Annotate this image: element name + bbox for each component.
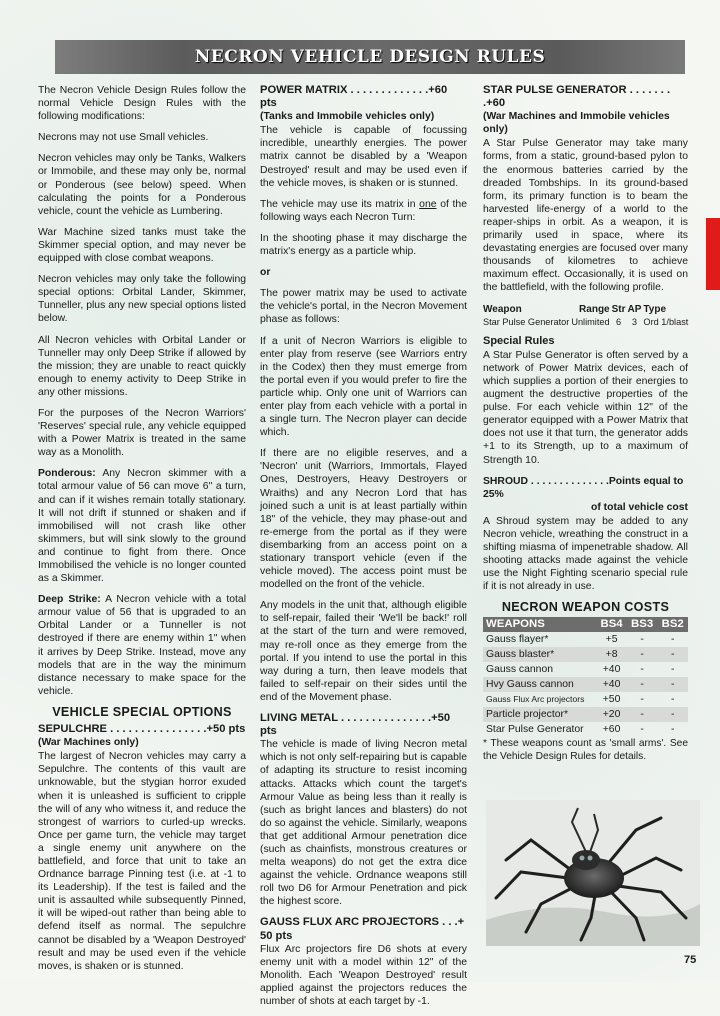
costs-col-weapons: WEAPONS [483, 617, 596, 632]
weapon-costs-title: NECRON WEAPON COSTS [501, 600, 670, 615]
ponderous-text: Any Necron skimmer with a total armour value of 56 can move 6" a turn, and can if it wishes remain totally stationary. It will not drift if stunned or shaken and if immobilised will not crash like other skimmers, but will sink slowly to the ground and continue to fight from there. Once Immobilised the vehicle is no longer counted as a Skimmer. [38, 468, 246, 585]
living-metal-heading: LIVING METAL . . . . . . . . . . . . . . .+50 pts [260, 712, 451, 738]
section-tab-marker [706, 218, 720, 290]
cost-bs2: - [670, 724, 675, 736]
power-matrix-or: or [260, 267, 271, 279]
cost-bs4: +5 [605, 633, 618, 645]
weapon-profile-row [483, 316, 690, 329]
weapon-costs-footnote: * These weapons count as 'small arms'. See the Vehicle Design Rules for details. [483, 738, 688, 763]
necron-spider-illustration [486, 800, 700, 946]
weapon-costs-header [483, 617, 688, 632]
cost-bs3: - [627, 677, 658, 692]
power-matrix-p6: If there are no eligible reserves, and a 'Necron' unit (Warriors, Immortals, Flayed Ones, Destroyers, Heavy Destroyers or Wraiths) and any Necron Lord that has joined such a unit is at least partially within 18" of the vehicle, they may phase-out and re-emerge from the portal as if they were disembarking from an access point on a stationary transport vehicle (even if the vehicle moved). The access point must be modelled on the front of the vehicle. [260, 448, 467, 591]
cost-bs4: +60 [602, 724, 621, 736]
star-pulse-text: A Star Pulse Generator may take many forms, from a static, ground-based pylon to the enormous batteries carried by the dreaded Tombships. In its ground-based form, its primary function is to beam the harvested life-energy of a world to the reaper-ships in orbit. As a weapon, it is primarily used in space, where its devastating energies are focused over many thousands of kilometres to achieve maximum effect. Occasionally, it is used on the battlefield, with the following profile. [483, 138, 688, 294]
profile-col-weapon: Weapon [483, 303, 522, 315]
cost-weapon: Star Pulse Generator [486, 724, 584, 736]
cost-bs2: - [670, 663, 675, 675]
cost-weapon: Gauss flayer* [486, 633, 549, 645]
cost-bs3: - [627, 647, 658, 662]
star-pulse-heading: STAR PULSE GENERATOR . . . . . . . .+60 [483, 84, 671, 110]
deep-strike-text: A Necron vehicle with a total armour value of 56 that is upgraded to an Orbital Lander or a Tunneller is not destroyed if there are enemy within 1" when it arrives by Deep Strike. Instead, move any models that are in the way the minimum distance necessary to make space for the vehicle. [38, 594, 247, 697]
sepulchre-subheading: (War Machines only) [38, 737, 139, 749]
power-matrix-p5: If a unit of Necron Warriors is eligible to enter play from reserve (see Warriors entry in the Codex) then they must emerge from the portal even if you would prefer to fire the particle whip. Only one unit of Warriors can enter play from each vehicle with a portal in a single turn. The Necron player can decide which. [260, 335, 467, 439]
profile-col-str: Str [611, 303, 626, 315]
column-left [38, 84, 246, 981]
shroud-heading: SHROUD . . . . . . . . . . . . . .Points equal to 25% [483, 475, 684, 500]
cost-bs4: +40 [596, 677, 627, 692]
power-matrix-subheading: (Tanks and Immobile vehicles only) [260, 111, 435, 123]
cost-bs2: - [657, 677, 688, 692]
ponderous-label: Ponderous: [38, 468, 96, 480]
section-heading-special-options: VEHICLE SPECIAL OPTIONS [52, 704, 232, 719]
cost-bs4: +40 [602, 663, 621, 675]
shroud-text: A Shroud system may be added to any Necron vehicle, wreathing the construct in a shifting miasma of impenetrable shadow. All shooting attacks made against the vehicle use the Night Fighting scenario special rule if it is not already in use. [483, 515, 688, 593]
profile-ap: 3 [631, 316, 638, 327]
power-matrix-p2a: The vehicle may use its matrix in [260, 198, 420, 210]
cost-weapon: Gauss blaster* [483, 647, 596, 662]
power-matrix-p2-underline: one [419, 198, 437, 210]
living-metal-text: The vehicle is made of living Necron metal which is not only self-repairing but is capable of adapting its structure to resist incoming attacks. Attacks which count the target's Armour Value as being less than it really is (such as bright lances and blasters) do not do so against the vehicle. Similarly, weapons that get additional Armour penetration dice (such as chainfists, monstrous creatures or melta weapons) do not get the extra dice against the vehicle. Ordnance weapons still roll two D6 for Armour Penetration and pick the highest score. [260, 739, 467, 908]
power-matrix-p3: In the shooting phase it may discharge the matrix's energy as a particle whip. [260, 232, 467, 258]
cost-weapon: Particle projector* [483, 707, 596, 722]
cost-bs4: +8 [596, 647, 627, 662]
table-row [483, 677, 688, 692]
cost-weapon: Gauss cannon [486, 663, 554, 675]
rule-deep-strike-limit: All Necron vehicles with Orbital Lander or Tunneller may only Deep Strike if allowed by the mission; they are unable to react quickly enough to enemy activity to Deep Strike in any other missions. [38, 334, 246, 398]
rule-small-vehicles: Necrons may not use Small vehicles. [38, 132, 209, 144]
column-middle [260, 84, 467, 1016]
profile-type: Ord 1/blast [643, 316, 689, 327]
cost-bs2: - [670, 694, 675, 706]
rule-deep-strike [38, 593, 246, 698]
rule-reserves: For the purposes of the Necron Warriors' 'Reserves' special rule, any vehicle equipped with a Power Matrix is treated in the same way as a Monolith. [38, 407, 246, 459]
table-row [483, 692, 688, 707]
cost-bs3: - [627, 707, 658, 722]
cost-bs3: - [640, 663, 644, 675]
gauss-flux-heading: GAUSS FLUX ARC PROJECTORS . . .+ 50 pts [260, 916, 465, 942]
column-right [483, 84, 688, 772]
page-title: NECRON VEHICLE DESIGN RULES [194, 47, 546, 67]
rule-vehicle-types: Necron vehicles may only be Tanks, Walkers or Immobile, and these may only be, normal or Ponderous (see below) speed. When calculating the points for a Ponderous vehicle, count the vehicle as Lumbering. [38, 153, 246, 217]
cost-bs2: - [657, 707, 688, 722]
page-number: 75 [684, 954, 697, 966]
special-rules-text: A Star Pulse Generator is often served by a network of Power Matrix devices, each of which supplies a portion of their energies to augment the destructive properties of the pulse. For each vehicle within 12" of the generator equipped with a Power Matrix that does not use it that turn, the generator adds +1 to its Strength, up to a maximum of Strength 10. [483, 349, 688, 466]
weapon-profile-table [483, 303, 690, 329]
cost-weapon: Hvy Gauss cannon [483, 677, 596, 692]
cost-bs3: - [640, 694, 644, 706]
power-matrix-p7: Any models in the unit that, although eligible to self-repair, failed their 'We'll be back!' roll at the start of the turn and were removed, may re-roll once as they emerge from the portal. If you intend to use the portal in this way during a turn, then leave models that failed to self-repair on their sides until the end of the Movement phase. [260, 600, 467, 703]
gauss-flux-text: Flux Arc projectors fire D6 shots at every enemy unit with a model within 12" of the Monolith. Each 'Weapon Destroyed' result applied against the projectors reduces the number of shots at each target by -1. [260, 943, 467, 1007]
title-banner [55, 40, 685, 74]
deep-strike-label: Deep Strike: [38, 594, 101, 606]
power-matrix-p1: The vehicle is capable of focussing incredible, unearthly energies. The power matrix cannot be disabled by a 'Weapon Destroyed' result and may be used even if the vehicle moves, is shaken or is stunned. [260, 125, 467, 189]
sepulchre-heading: SEPULCHRE . . . . . . . . . . . . . . . .+50 pts [38, 723, 246, 736]
table-row [483, 707, 688, 722]
costs-col-bs4: BS4 [596, 617, 627, 632]
cost-bs4: +20 [596, 707, 627, 722]
profile-range: Unlimited [571, 316, 610, 327]
cost-bs2: - [657, 647, 688, 662]
weapon-costs-table [483, 617, 688, 738]
power-matrix-p2b: of the following ways each Necron Turn: [260, 198, 467, 223]
power-matrix-p4: The power matrix may be used to activate the vehicle's portal, in the Necron Movement phase as follows: [260, 288, 467, 326]
cost-bs3: - [640, 724, 644, 736]
profile-col-type: Type [643, 303, 667, 315]
cost-bs3: - [640, 633, 644, 645]
special-rules-heading: Special Rules [483, 334, 555, 347]
star-pulse-subheading: (War Machines and Immobile vehicles only) [483, 111, 670, 136]
table-row [483, 647, 688, 662]
rule-special-options: Necron vehicles may only take the following special options: Orbital Lander, Skimmer, Tunneller, plus any new special options listed below. [38, 274, 246, 325]
profile-str: 6 [616, 316, 622, 327]
rule-ponderous [38, 467, 246, 585]
rule-war-machine: War Machine sized tanks must take the Skimmer special option, and may never be equipped with close combat weapons. [38, 226, 246, 265]
profile-weapon: Star Pulse Generator [483, 316, 570, 327]
power-matrix-heading: POWER MATRIX . . . . . . . . . . . . .+60 pts [260, 84, 448, 110]
table-row [483, 722, 688, 737]
costs-col-bs3: BS3 [627, 617, 658, 632]
profile-col-range: Range [579, 303, 610, 315]
spider-construct-icon [486, 800, 700, 946]
weapon-profile-header [483, 303, 690, 316]
cost-bs2: - [670, 633, 675, 645]
profile-col-ap: AP [627, 303, 642, 315]
costs-col-bs2: BS2 [657, 617, 688, 632]
cost-weapon: Gauss Flux Arc projectors [486, 694, 585, 705]
intro-paragraph: The Necron Vehicle Design Rules follow the normal Vehicle Design Rules with the following modifications: [38, 85, 246, 123]
sepulchre-text: The largest of Necron vehicles may carry a Sepulchre. The contents of this vault are unknowable, but the stygian horror exuded when it is unleashed is sufficient to cripple the will of any who witness it, and reduce the strongest of warriors to curled-up wrecks. Once per game turn, the vehicle may target a single enemy unit anywhere on the battlefield, and force that unit to take an Ordnance barrage Pinning test (i.e. at -1 to its Leadership). If the test is failed and the unit is assaulted while subsequently Pinned, it will be wiped-out rather than being able to defend itself as normal. The sepulchre cannot be disabled by a 'Weapon Destroyed' result and may be used even if the vehicle moves, is shaken or is stunned. [38, 751, 246, 972]
table-row [483, 632, 688, 647]
table-row [483, 662, 688, 677]
power-matrix-p2 [260, 198, 467, 224]
shroud-heading-cont: of total vehicle cost [590, 501, 688, 513]
cost-bs4: +50 [602, 694, 621, 706]
